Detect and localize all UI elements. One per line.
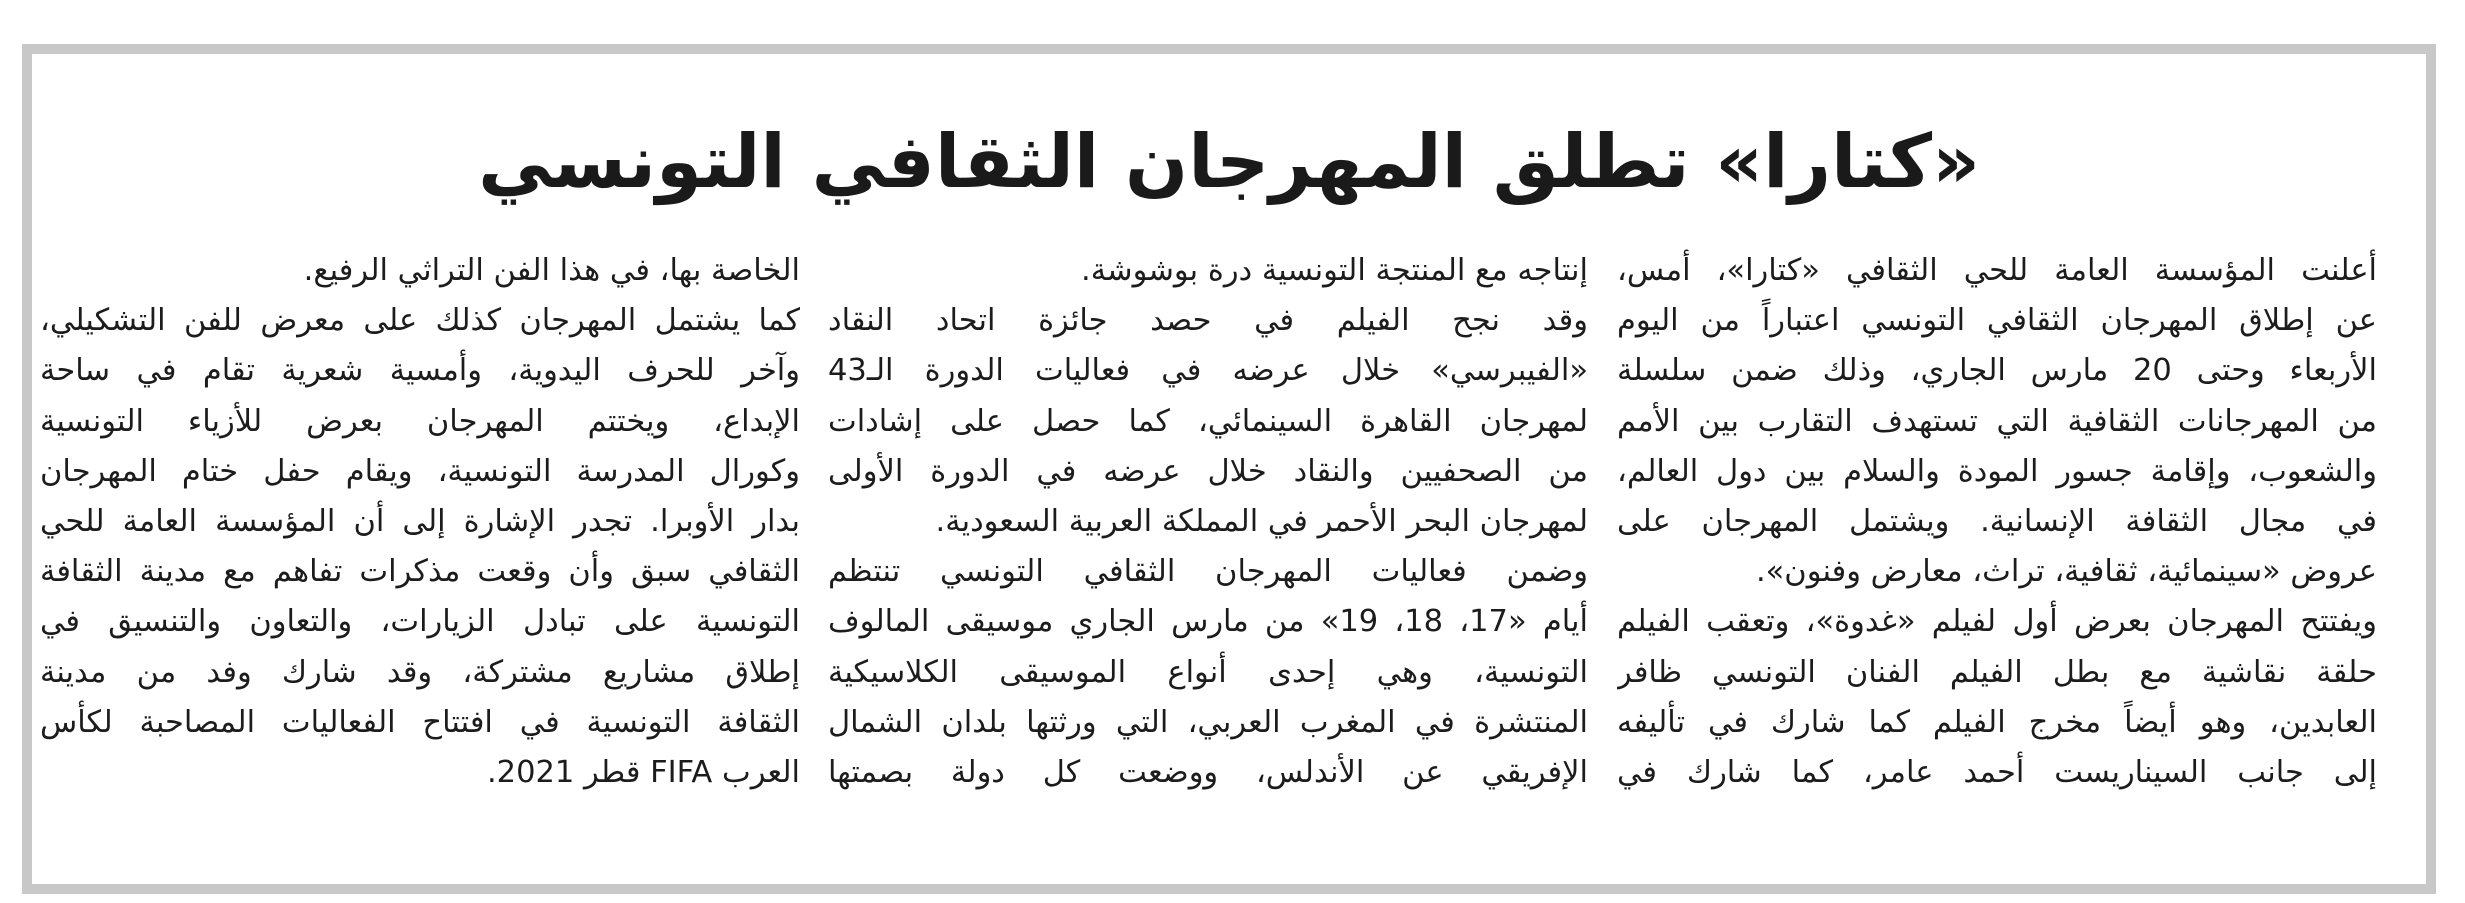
text-line: الإفريقي عن الأندلس، ووضعت كل دولة بصمتها <box>828 755 1588 791</box>
text-line: عن إطلاق المهرجان الثقافي التونسي اعتباراً من اليوم <box>1617 303 2377 339</box>
text-line: والشعوب، وإقامة جسور المودة والسلام بين دول العالم، <box>1617 453 2377 489</box>
text-line: الثقافي سبق وأن وقعت مذكرات تفاهم مع مدينة الثقافة <box>40 554 800 590</box>
text-line: وكورال المدرسة التونسية، ويقام حفل ختام المهرجان <box>40 453 800 489</box>
text-line: «الفيبرسي» خلال عرضه في فعاليات الدورة الـ43 <box>828 353 1588 389</box>
article-frame <box>22 44 2436 894</box>
article-column-2 <box>828 246 1588 866</box>
article-column-3 <box>40 246 800 866</box>
text-line: لمهرجان القاهرة السينمائي، كما حصل على إشادات <box>828 403 1588 439</box>
text-line: لمهرجان البحر الأحمر في المملكة العربية السعودية. <box>935 504 1588 540</box>
text-line: الأربعاء وحتى 20 مارس الجاري، وذلك ضمن سلسلة <box>1617 353 2377 389</box>
text-line: وقد نجح الفيلم في حصد جائزة اتحاد النقاد <box>828 303 1588 339</box>
text-line: التونسية، وهي إحدى أنواع الموسيقى الكلاسيكية <box>828 654 1588 690</box>
text-line: إطلاق مشاريع مشتركة، وقد شارك وفد من مدينة <box>40 654 800 690</box>
text-line: أعلنت المؤسسة العامة للحي الثقافي «كتارا»، أمس، <box>1617 253 2377 288</box>
text-line: عروض «سينمائية، ثقافية، تراث، معارض وفنون». <box>1755 554 2377 590</box>
text-line: إلى جانب السيناريست أحمد عامر، كما شارك في <box>1617 755 2377 791</box>
article-headline: «كتارا» تطلق المهرجان الثقافي التونسي <box>478 119 1980 205</box>
text-line: الخاصة بها، في هذا الفن التراثي الرفيع. <box>303 253 800 288</box>
text-line: التونسية على تبادل الزيارات، والتعاون والتنسيق في <box>40 604 800 640</box>
text-line: الثقافة التونسية في افتتاح الفعاليات المصاحبة لكأس <box>40 704 800 740</box>
text-line: ويفتتح المهرجان بعرض أول لفيلم «غدوة»، وتعقب الفيلم <box>1617 604 2377 640</box>
text-line: أيام «17، 18، 19» من مارس الجاري موسيقى المالوف <box>828 604 1588 640</box>
text-line: المنتشرة في المغرب العربي، التي ورثتها بلدان الشمال <box>828 704 1588 740</box>
text-line: إنتاجه مع المنتجة التونسية درة بوشوشة. <box>1081 253 1588 288</box>
text-line: العابدين، وهو أيضاً مخرج الفيلم كما شارك في تأليفه <box>1617 704 2377 740</box>
text-line: الإبداع، ويختتم المهرجان بعرض للأزياء التونسية <box>40 403 800 439</box>
article-column-1 <box>1617 246 2377 866</box>
text-line: بدار الأوبرا. تجدر الإشارة إلى أن المؤسسة العامة للحي <box>40 504 800 540</box>
text-line: حلقة نقاشية مع بطل الفيلم الفنان التونسي ظافر <box>1617 654 2377 690</box>
text-line: من الصحفيين والنقاد خلال عرضه في الدورة الأولى <box>828 453 1588 489</box>
text-line: وضمن فعاليات المهرجان الثقافي التونسي تنتظم <box>828 554 1588 590</box>
text-line: من المهرجانات الثقافية التي تستهدف التقارب بين الأمم <box>1617 403 2377 439</box>
text-line: كما يشتمل المهرجان كذلك على معرض للفن التشكيلي، <box>40 303 800 339</box>
text-line: في مجال الثقافة الإنسانية. ويشتمل المهرجان على <box>1617 504 2377 540</box>
text-line: وآخر للحرف اليدوية، وأمسية شعرية تقام في ساحة <box>40 353 800 389</box>
text-line: العرب FIFA قطر 2021. <box>486 755 800 791</box>
